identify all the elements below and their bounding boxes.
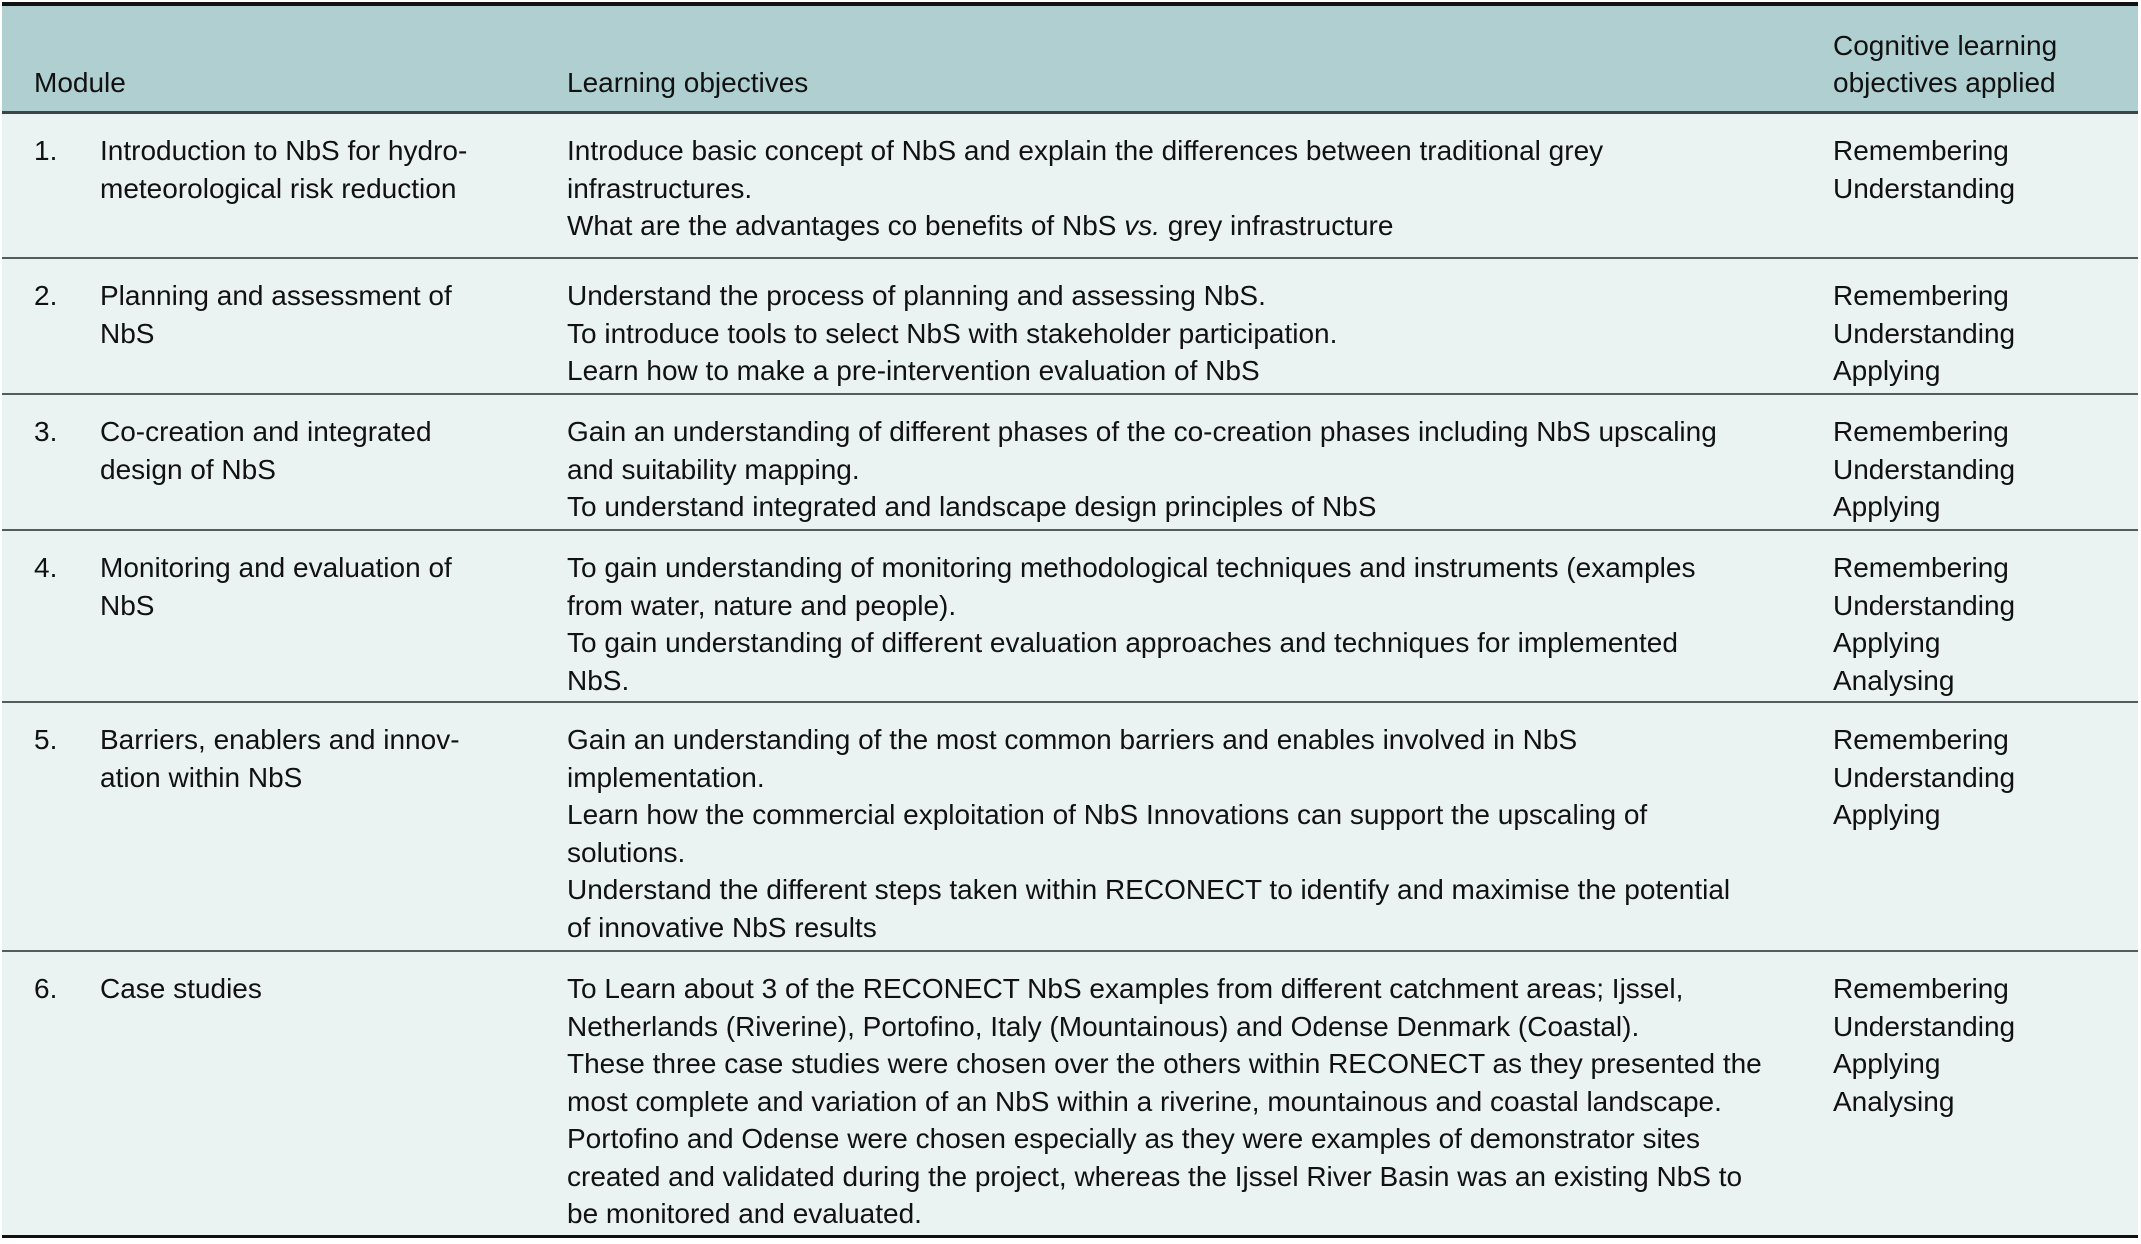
objectives-cell — [567, 531, 1833, 701]
objective-line: Learn how the commercial exploitation of NbS Innovations can support the upscaling of — [567, 799, 1648, 830]
cognitive-level: Understanding — [1833, 761, 2016, 793]
table-header-row — [2, 6, 2138, 114]
module-title — [100, 277, 540, 393]
table-row — [2, 531, 2138, 703]
header-objectives-label: Learning objectives — [567, 67, 809, 98]
objective-line: To Learn about 3 of the RECONECT NbS examples from different catchment areas; Ijssel, — [567, 973, 1684, 1004]
header-cognitive-line: objectives applied — [1833, 67, 2056, 98]
module-title — [100, 721, 540, 950]
objective-line: and suitability mapping. — [567, 453, 860, 485]
module-title-line: Co-creation and integrated — [100, 416, 432, 447]
header-module-label: Module — [34, 67, 126, 98]
objectives-cell — [567, 703, 1833, 950]
module-cell — [2, 952, 567, 1235]
header-cognitive-line: Cognitive learning — [1833, 30, 2058, 61]
objective-line: solutions. — [567, 836, 686, 868]
table-row — [2, 259, 2138, 395]
objective-line: from water, nature and people). — [567, 589, 957, 621]
header-cognitive-label — [1833, 27, 2057, 101]
cognitive-level: Remembering — [1833, 416, 2009, 447]
cognitive-level: Understanding — [1833, 317, 2016, 349]
module-title-line: meteorological risk reduction — [100, 172, 457, 204]
cognitive-level: Understanding — [1833, 172, 2016, 204]
cognitive-cell — [1833, 395, 2138, 529]
cognitive-level: Understanding — [1833, 1010, 2016, 1042]
module-cell — [2, 395, 567, 529]
cognitive-cell — [1833, 259, 2138, 393]
module-title-line: Introduction to NbS for hydro- — [100, 135, 468, 166]
module-title — [100, 132, 540, 257]
objective-line: To gain understanding of different evaluation approaches and techniques for implemented — [567, 627, 1678, 658]
header-objectives — [567, 6, 1833, 111]
objective-line: infrastructures. — [567, 172, 753, 204]
module-number: 1. — [34, 135, 58, 166]
objective-line: implementation. — [567, 761, 765, 793]
cognitive-level: Applying — [1833, 491, 1941, 522]
module-cell — [2, 703, 567, 950]
learning-modules-table — [2, 2, 2138, 1238]
objective-line: To introduce tools to select NbS with stakeholder participation. — [567, 317, 1338, 349]
cognitive-level: Remembering — [1833, 973, 2009, 1004]
cognitive-cell — [1833, 114, 2138, 257]
objective-line: Introduce basic concept of NbS and explain the differences between traditional grey — [567, 135, 1604, 166]
vs-italic: vs. — [1124, 210, 1161, 241]
table-body — [2, 114, 2138, 1235]
module-title — [100, 970, 540, 1235]
objective-line: most complete and variation of an NbS within a riverine, mountainous and coastal landscape. — [567, 1085, 1722, 1117]
module-number: 5. — [34, 724, 58, 755]
module-number: 6. — [34, 973, 58, 1004]
objective-line: be monitored and evaluated. — [567, 1198, 922, 1229]
table-row — [2, 395, 2138, 531]
module-number: 3. — [34, 416, 58, 447]
objective-line: Understand the different steps taken within RECONECT to identify and maximise the potential — [567, 874, 1731, 905]
module-number: 4. — [34, 552, 58, 583]
cognitive-cell — [1833, 531, 2138, 701]
cognitive-level: Applying — [1833, 1048, 1941, 1079]
objective-line: created and validated during the project, whereas the Ijssel River Basin was an existing NbS to — [567, 1160, 1743, 1192]
module-title-line: Planning and assessment of — [100, 280, 452, 311]
objective-line: To gain understanding of monitoring methodological techniques and instruments (examples — [567, 552, 1696, 583]
objective-line: These three case studies were chosen over the others within RECONECT as they presented the — [567, 1048, 1762, 1079]
objective-line: Netherlands (Riverine), Portofino, Italy (Mountainous) and Odense Denmark (Coastal). — [567, 1010, 1640, 1042]
cognitive-level: Remembering — [1833, 280, 2009, 311]
cognitive-level: Applying — [1833, 627, 1941, 658]
cognitive-level: Remembering — [1833, 135, 2009, 166]
cognitive-level: Understanding — [1833, 589, 2016, 621]
objective-line: Gain an understanding of the most common barriers and enables involved in NbS — [567, 724, 1578, 755]
module-title-line: design of NbS — [100, 453, 276, 485]
module-title-line: Barriers, enablers and innov- — [100, 724, 460, 755]
module-title-line: Monitoring and evaluation of — [100, 552, 452, 583]
module-cell — [2, 531, 567, 701]
cognitive-cell — [1833, 952, 2138, 1235]
module-title — [100, 413, 540, 529]
module-title-line: NbS — [100, 317, 155, 349]
cognitive-level: Understanding — [1833, 453, 2016, 485]
cognitive-level: Applying — [1833, 355, 1941, 386]
module-cell — [2, 114, 567, 257]
table-row — [2, 703, 2138, 952]
cognitive-level: Analysing — [1833, 1085, 1955, 1117]
cognitive-level: Remembering — [1833, 724, 2009, 755]
objectives-cell — [567, 114, 1833, 257]
module-title-line: Case studies — [100, 973, 262, 1004]
module-number: 2. — [34, 280, 58, 311]
objective-line: To understand integrated and landscape design principles of NbS — [567, 491, 1377, 522]
objectives-cell — [567, 952, 1833, 1235]
objective-line: Portofino and Odense were chosen especially as they were examples of demonstrator sites — [567, 1123, 1701, 1154]
objective-line: Learn how to make a pre-intervention evaluation of NbS — [567, 355, 1260, 386]
objective-line: What are the advantages co benefits of NbS vs. grey infrastructure — [567, 210, 1394, 241]
objective-line: Understand the process of planning and assessing NbS. — [567, 280, 1266, 311]
header-module — [2, 6, 567, 111]
objective-line: Gain an understanding of different phases of the co-creation phases including NbS upscaling — [567, 416, 1717, 447]
objective-line: of innovative NbS results — [567, 911, 877, 943]
objective-line: NbS. — [567, 664, 630, 696]
cognitive-level: Applying — [1833, 799, 1941, 830]
module-title — [100, 549, 540, 701]
module-cell — [2, 259, 567, 393]
module-title-line: ation within NbS — [100, 761, 303, 793]
cognitive-cell — [1833, 703, 2138, 950]
table-row — [2, 114, 2138, 259]
header-cognitive — [1833, 6, 2138, 111]
cognitive-level: Analysing — [1833, 664, 1955, 696]
objectives-cell — [567, 259, 1833, 393]
table-row — [2, 952, 2138, 1235]
objectives-cell — [567, 395, 1833, 529]
cognitive-level: Remembering — [1833, 552, 2009, 583]
module-title-line: NbS — [100, 589, 155, 621]
